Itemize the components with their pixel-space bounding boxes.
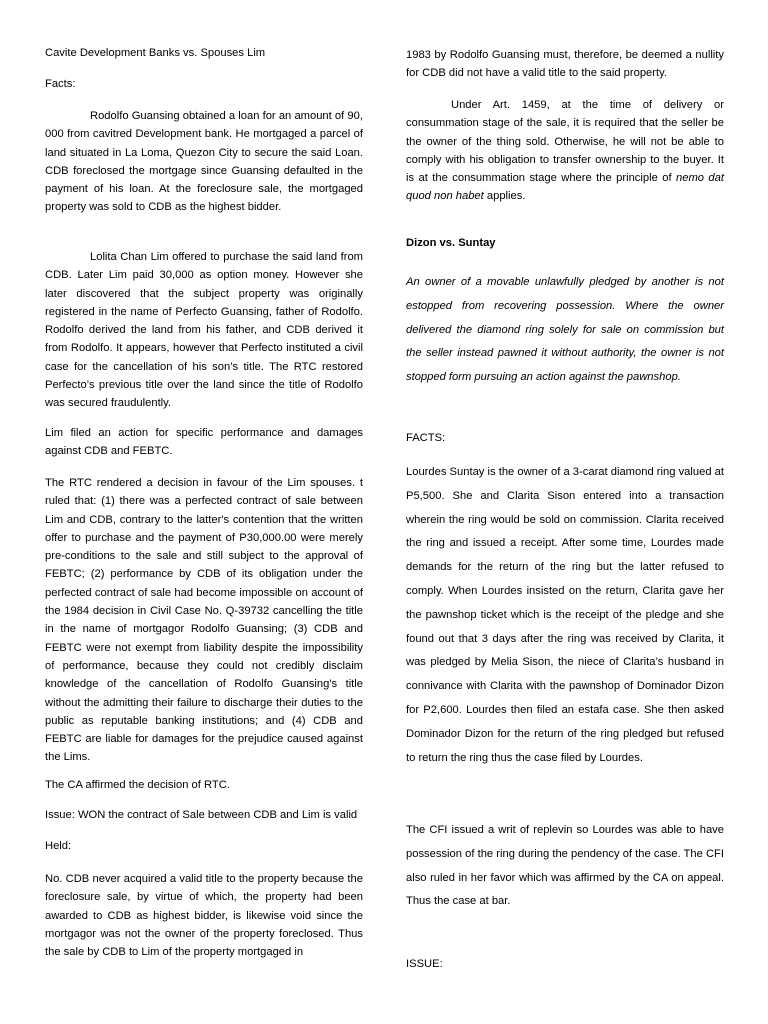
art-1459-end: applies. <box>483 190 526 203</box>
held-continuation: 1983 by Rodolfo Guansing must, therefore, be deemed a nullity for CDB did not have a valid title to the said property. <box>406 49 724 80</box>
rtc-decision-paragraph: The RTC rendered a decision in favour of the Lim spouses. t ruled that: (1) there was a perfected contract of sale between Lim and CDB, contrary to the latter's contention that the written offer to purchase and the payment of P30,000.00 were merely pre-conditions to the sale and still subject to the approval of FEBTC; (2) performance by CDB of its obligation under the perfected contract of sale had become impossible on account of the 1984 decision in Civil Case No. Q-39732 cancelling the title in the name of mortgagor Rodolfo Guansing; (3) CDB and FEBTC were not exempt from liability despite the impossibility of performance, because they could not credibly disclaim knowledge of the cancellation of Rodolfo Guansing's title without the admitting their failure to discharge their duties to the public as reputable banking institutions; and (4) CDB and FEBTC are liable for damages for the prejudice caused against the Lims. <box>45 477 363 764</box>
art-1459-paragraph <box>406 96 724 206</box>
cfi-paragraph: The CFI issued a writ of replevin so Lourdes was able to have possession of the ring during the pendency of the case. The CFI also ruled in her favor which was affirmed by the CA on appeal. Thus the case at bar. <box>406 824 724 908</box>
case-title-2: Dizon vs. Suntay <box>406 237 496 249</box>
latin-principle: nemo dat quod non habet <box>406 172 724 203</box>
facts-paragraph-1: Rodolfo Guansing obtained a loan for an amount of 90, 000 from cavitred Development bank. He mortgaged a parcel of land situated in La Loma, Quezon City to secure the said Loan. CDB foreclosed the mortgage since Guansing defaulted in the payment of his loan. At the foreclosure sale, the mortgaged property was sold to CDB as the highest bidder. <box>45 110 363 214</box>
doctrine-paragraph: An owner of a movable unlawfully pledged by another is not estopped from recovering possession. Where the owner delivered the diamond ring solely for sale on commission but the seller instead pawned it without authority, the owner is not stopped form pursuing an action against the pawnshop. <box>406 276 724 384</box>
art-1459-text: Under Art. 1459, at the time of delivery or consummation stage of the sale, it is required that the seller be the owner of the thing sold. Otherwise, he will not be able to comply with his obligation to transfer ownership to the buyer. It is at the consummation stage where the principle of <box>406 99 724 185</box>
facts-paragraph-suntay: Lourdes Suntay is the owner of a 3-carat diamond ring valued at P5,500. She and Clarita Sison entered into a transaction wherein the ring would be sold on commission. Clarita received the ring and issued a receipt. After some time, Lourdes made demands for the return of the ring but the latter refused to comply. When Lourdes insisted on the return, Clarita gave her the pawnshop ticket which is the receipt of the pledge and she found out that 3 days after the ring was received by Clarita, it was pledged by Melia Sison, the niece of Clarita’s husband in connivance with Clarita with the pawnshop of Dominador Dizon for P2,600. Lourdes then filed an estafa case. She then asked Dominador Dizon for the return of the ring pledged but refused to return the ring thus the case filed by Lourdes. <box>406 466 724 764</box>
ca-paragraph: The CA affirmed the decision of RTC. <box>45 779 230 791</box>
held-heading: Held: <box>45 840 72 852</box>
held-paragraph: No. CDB never acquired a valid title to the property because the foreclosure sale, by virtue of which, the property had been awarded to CDB as highest bidder, is likewise void since the mortgagor was not the owner of the property foreclosed. Thus the sale by CDB to Lim of the property mortgaged in <box>45 873 363 959</box>
issue-paragraph: Issue: WON the contract of Sale between CDB and Lim is valid <box>45 809 358 821</box>
facts-heading-2: FACTS: <box>406 432 446 444</box>
facts-heading: Facts: <box>45 78 76 90</box>
facts-paragraph-3: Lim filed an action for specific performance and damages against CDB and FEBTC. <box>45 427 363 458</box>
case-title: Cavite Development Banks vs. Spouses Lim <box>45 47 266 59</box>
facts-paragraph-2: Lolita Chan Lim offered to purchase the said land from CDB. Later Lim paid 30,000 as option money. However she later discovered that the subject property was originally registered in the name of Perfecto Guansing, father of Rodolfo. Rodolfo derived the land from his father, and CDB derived it from Rodolfo. It appears, however that Perfecto instituted a civil case for the cancellation of his son’s title. The RTC restored Perfecto’s previous title over the land since the title of Rodolfo was secured fraudulently. <box>45 251 363 410</box>
issue-heading-2: ISSUE: <box>406 958 443 970</box>
